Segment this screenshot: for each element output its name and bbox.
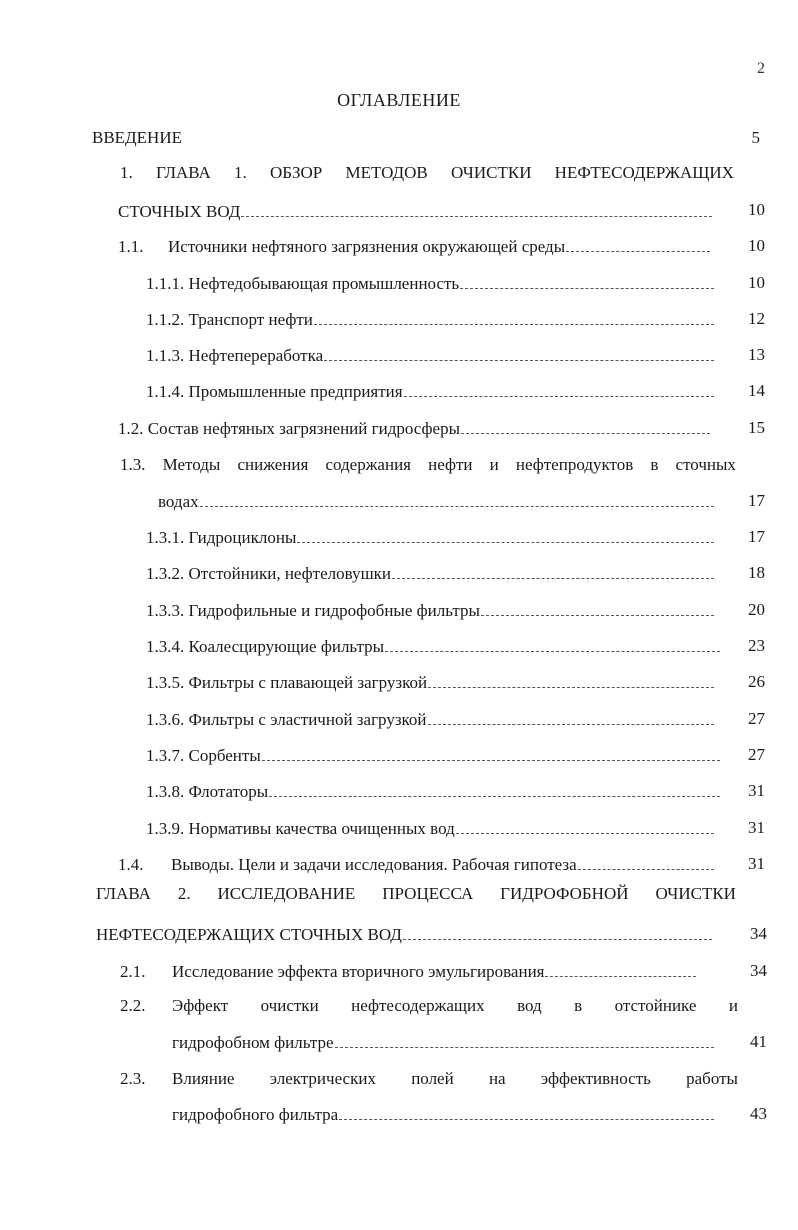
word: нефтепродуктов bbox=[515, 455, 634, 474]
word: полей bbox=[411, 1069, 454, 1088]
dot-leader bbox=[566, 251, 710, 252]
dot-leader bbox=[404, 396, 714, 397]
toc-entry-1-3-3[interactable] bbox=[146, 597, 718, 621]
toc-entry-1-3-cont[interactable] bbox=[158, 488, 718, 512]
entry-page: 27 bbox=[748, 709, 765, 728]
dot-leader bbox=[269, 796, 720, 797]
word: в bbox=[574, 996, 583, 1015]
toc-entry-1-3-7[interactable] bbox=[146, 742, 724, 766]
entry-page: 23 bbox=[748, 636, 765, 655]
entry-label: 1.1.2. Транспорт нефти bbox=[146, 310, 313, 329]
entry-label: 1.1.1. Нефтедобывающая промышленность bbox=[146, 274, 460, 293]
dot-leader bbox=[392, 578, 714, 579]
dot-leader bbox=[545, 976, 696, 977]
toc-entry-1-1-2[interactable] bbox=[146, 306, 718, 330]
word: Методы bbox=[162, 455, 221, 474]
word: очистки bbox=[260, 996, 319, 1015]
dot-leader bbox=[200, 506, 714, 507]
entry-page: 10 bbox=[748, 273, 765, 292]
entry-label: 1.3.1. Гидроциклоны bbox=[146, 528, 297, 547]
word: Влияние bbox=[172, 1069, 235, 1088]
entry-label: Источники нефтяного загрязнения окружающей среды bbox=[168, 237, 566, 256]
page-number: 2 bbox=[757, 60, 765, 77]
entry-label: 1.3.5. Фильтры с плавающей загрузкой bbox=[146, 673, 428, 692]
toc-entry-1-3-4[interactable] bbox=[146, 633, 724, 657]
word: ОЧИСТКИ bbox=[450, 163, 532, 182]
toc-entry-2-1[interactable] bbox=[120, 958, 750, 982]
entry-page: 15 bbox=[748, 418, 765, 437]
entry-page: 26 bbox=[748, 672, 765, 691]
word: МЕТОДОВ bbox=[345, 163, 428, 182]
toc-entry-1-3-5[interactable] bbox=[146, 669, 718, 693]
entry-page: 5 bbox=[751, 128, 760, 147]
entry-page: 10 bbox=[748, 236, 765, 255]
entry-page: 31 bbox=[748, 781, 765, 800]
toc-entry-1-1-3[interactable] bbox=[146, 342, 718, 366]
dot-leader bbox=[481, 615, 714, 616]
word: и bbox=[728, 996, 738, 1015]
entry-page: 13 bbox=[748, 345, 765, 364]
dot-leader bbox=[385, 651, 720, 652]
toc-entry-2-2[interactable] bbox=[172, 996, 738, 1016]
word: на bbox=[488, 1069, 506, 1088]
word: НЕФТЕСОДЕРЖАЩИХ bbox=[554, 163, 734, 182]
word: эффективность bbox=[540, 1069, 651, 1088]
dot-leader bbox=[403, 939, 712, 940]
entry-page: 34 bbox=[750, 961, 767, 980]
entry-page: 27 bbox=[748, 745, 765, 764]
toc-entry-chapter-1[interactable] bbox=[120, 163, 734, 183]
dot-leader bbox=[314, 324, 714, 325]
entry-page: 12 bbox=[748, 309, 765, 328]
entry-label: 1.1.3. Нефтепереработка bbox=[146, 346, 324, 365]
toc-entry-introduction[interactable] bbox=[92, 124, 702, 148]
entry-number: 1.4. bbox=[118, 855, 144, 874]
entry-label: 1.3.8. Флотаторы bbox=[146, 782, 269, 801]
word: ГИДРОФОБНОЙ bbox=[500, 884, 629, 903]
dot-leader bbox=[460, 288, 714, 289]
toc-entry-1-1[interactable] bbox=[118, 233, 714, 257]
word: 1. bbox=[234, 163, 247, 182]
toc-entry-chapter-1-cont[interactable] bbox=[118, 198, 716, 222]
word: Эффект bbox=[172, 996, 229, 1015]
entry-number: 2.1. bbox=[120, 962, 146, 981]
dot-leader bbox=[428, 724, 714, 725]
toc-entry-1-3-8[interactable] bbox=[146, 778, 724, 802]
toc-entry-1-1-4[interactable] bbox=[146, 378, 718, 402]
word: 2. bbox=[177, 884, 191, 903]
entry-label: ВВЕДЕНИЕ bbox=[92, 128, 182, 147]
dot-leader bbox=[456, 833, 714, 834]
entry-page: 17 bbox=[748, 527, 765, 546]
entry-label: НЕФТЕСОДЕРЖАЩИХ СТОЧНЫХ ВОД bbox=[96, 925, 402, 944]
word: ГЛАВА bbox=[155, 163, 211, 182]
toc-entry-2-3-cont[interactable] bbox=[172, 1101, 718, 1125]
toc-entry-1-2[interactable] bbox=[118, 415, 714, 439]
toc-entry-1-3[interactable] bbox=[120, 455, 736, 475]
dot-leader bbox=[339, 1119, 714, 1120]
toc-entry-2-3[interactable] bbox=[172, 1069, 738, 1089]
toc-title: ОГЛАВЛЕНИЕ bbox=[337, 90, 461, 110]
word: ГЛАВА bbox=[96, 884, 151, 903]
dot-leader bbox=[428, 687, 714, 688]
entry-page: 18 bbox=[748, 563, 765, 582]
word: содержания bbox=[325, 455, 411, 474]
entry-page: 10 bbox=[748, 200, 765, 219]
entry-page: 34 bbox=[750, 924, 767, 943]
word: вод bbox=[517, 996, 542, 1015]
entry-label: гидрофобном фильтре bbox=[172, 1033, 334, 1052]
toc-entry-1-1-1[interactable] bbox=[146, 270, 718, 294]
entry-label: водах bbox=[158, 492, 199, 511]
word: и bbox=[489, 455, 499, 474]
word: ПРОЦЕССА bbox=[382, 884, 474, 903]
toc-entry-1-3-1[interactable] bbox=[146, 524, 718, 548]
entry-label: 1.3.7. Сорбенты bbox=[146, 746, 261, 765]
dot-leader bbox=[335, 1047, 714, 1048]
word: электрических bbox=[269, 1069, 376, 1088]
dot-leader bbox=[578, 869, 714, 870]
toc-entry-chapter-2-cont[interactable] bbox=[96, 921, 716, 945]
toc-entry-1-4[interactable] bbox=[118, 851, 718, 875]
entry-page: 17 bbox=[748, 491, 765, 510]
dot-leader bbox=[324, 360, 714, 361]
entry-label: СТОЧНЫХ ВОД bbox=[118, 202, 241, 221]
entry-label: Исследование эффекта вторичного эмульгирования bbox=[172, 962, 545, 981]
dot-leader bbox=[297, 542, 714, 543]
word: ИССЛЕДОВАНИЕ bbox=[217, 884, 356, 903]
word: в bbox=[650, 455, 659, 474]
word: 1.3. bbox=[120, 455, 146, 474]
entry-label: 1.3.4. Коалесцирующие фильтры bbox=[146, 637, 385, 656]
entry-label: 1.3.6. Фильтры с эластичной загрузкой bbox=[146, 710, 427, 729]
entry-page: 41 bbox=[750, 1032, 767, 1051]
entry-page: 20 bbox=[748, 600, 765, 619]
word: сточных bbox=[675, 455, 736, 474]
entry-label: 1.2. Состав нефтяных загрязнений гидросферы bbox=[118, 419, 461, 438]
word: ОЧИСТКИ bbox=[655, 884, 736, 903]
entry-label: Выводы. Цели и задачи исследования. Рабочая гипотеза bbox=[171, 855, 577, 874]
dot-leader bbox=[262, 760, 720, 761]
toc-entry-1-3-9[interactable] bbox=[146, 815, 718, 839]
dot-leader bbox=[241, 216, 712, 217]
entry-label: 1.3.2. Отстойники, нефтеловушки bbox=[146, 564, 392, 583]
entry-label: гидрофобного фильтра bbox=[172, 1105, 339, 1124]
entry-number: 1. bbox=[120, 163, 133, 182]
entry-number: 1.1. bbox=[118, 237, 144, 256]
word: работы bbox=[686, 1069, 738, 1088]
toc-entry-chapter-2[interactable] bbox=[96, 884, 736, 904]
toc-entry-1-3-6[interactable] bbox=[146, 706, 718, 730]
entry-label: 1.3.9. Нормативы качества очищенных вод bbox=[146, 819, 455, 838]
entry-page: 14 bbox=[748, 381, 765, 400]
word: ОБЗОР bbox=[269, 163, 323, 182]
toc-entry-2-3-number: 2.3. bbox=[120, 1069, 146, 1088]
entry-label: 1.1.4. Промышленные предприятия bbox=[146, 382, 403, 401]
toc-entry-1-3-2[interactable] bbox=[146, 560, 718, 584]
word: отстойнике bbox=[614, 996, 697, 1015]
entry-page: 31 bbox=[748, 818, 765, 837]
toc-entry-2-2-cont[interactable] bbox=[172, 1029, 718, 1053]
entry-page: 31 bbox=[748, 854, 765, 873]
word: нефти bbox=[428, 455, 473, 474]
entry-page: 43 bbox=[750, 1104, 767, 1123]
word: нефтесодержащих bbox=[351, 996, 485, 1015]
dot-leader bbox=[461, 433, 710, 434]
word: снижения bbox=[237, 455, 309, 474]
toc-entry-2-2-number: 2.2. bbox=[120, 996, 146, 1015]
entry-label: 1.3.3. Гидрофильные и гидрофобные фильтры bbox=[146, 601, 480, 620]
